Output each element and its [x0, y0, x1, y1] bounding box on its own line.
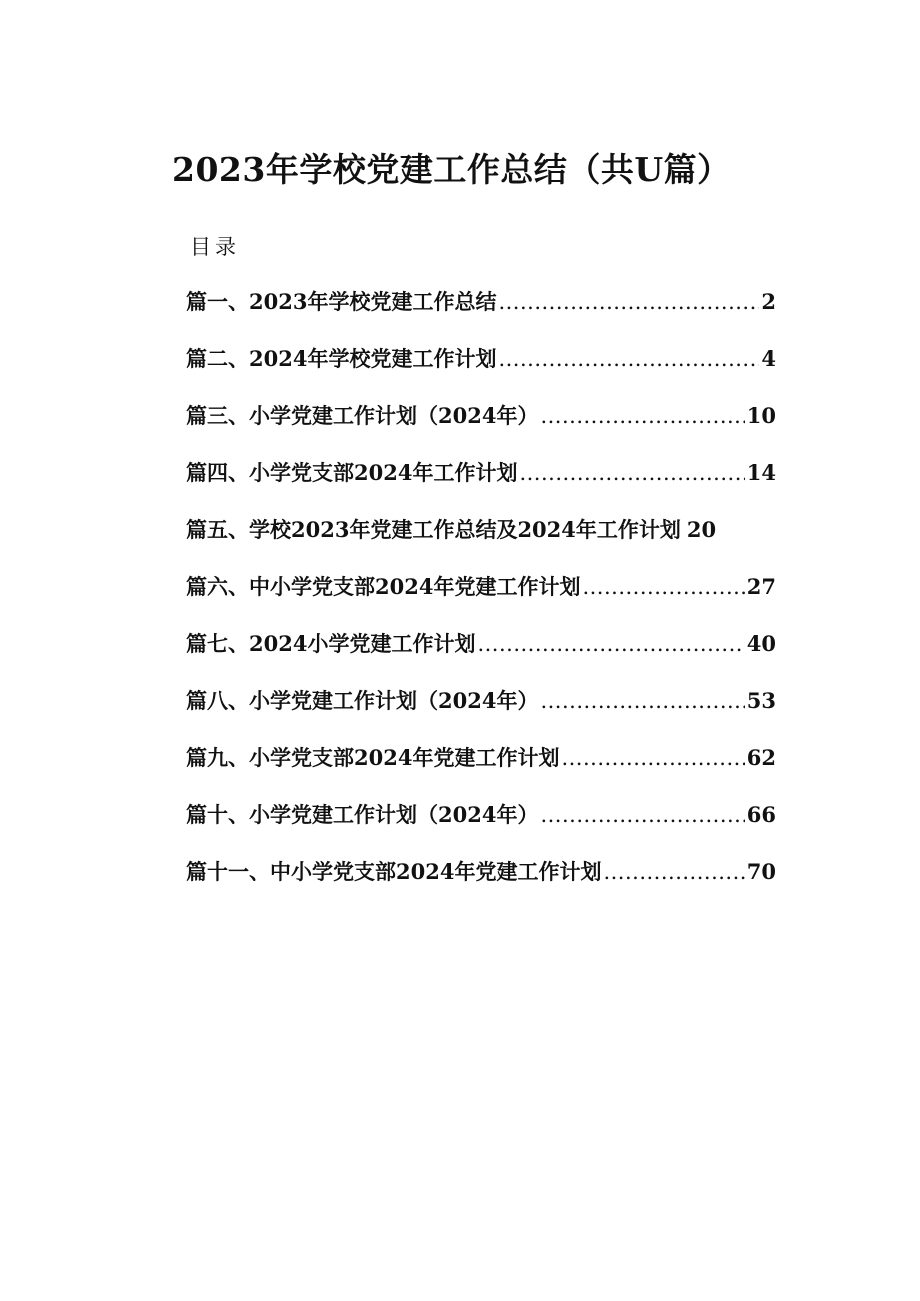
toc-dot-leader — [603, 853, 744, 891]
toc-dot-leader — [519, 454, 744, 492]
toc-entry[interactable] — [186, 511, 776, 568]
toc-entry[interactable] — [186, 853, 776, 910]
toc-page-number: 40 — [746, 631, 776, 656]
toc-page-number: 70 — [746, 859, 776, 884]
toc-entry-title: 篇十一、中小学党支部2024年党建工作计划 — [186, 859, 602, 884]
toc-entry-title: 篇四、小学党支部2024年工作计划 — [186, 460, 518, 485]
toc-entry-title: 篇十、小学党建工作计划（2024年） — [186, 802, 539, 827]
toc-entry-title: 篇六、中小学党支部2024年党建工作计划 — [186, 574, 581, 599]
toc-entry[interactable] — [186, 739, 776, 796]
toc-entry-title: 篇二、2024年学校党建工作计划 — [186, 346, 497, 371]
toc-dot-leader — [477, 625, 744, 663]
toc-entry[interactable] — [186, 568, 776, 625]
toc-entry-title: 篇一、2023年学校党建工作总结 — [186, 289, 497, 314]
toc-entry[interactable] — [186, 796, 776, 853]
toc-page-number: 53 — [746, 688, 776, 713]
toc-page-number: 66 — [746, 802, 776, 827]
page-title: 2023年学校党建工作总结（共U篇） — [172, 150, 731, 189]
toc-page-number: 10 — [746, 403, 776, 428]
table-of-contents — [186, 283, 776, 910]
toc-page-number: 4 — [761, 346, 776, 371]
toc-entry-title: 篇八、小学党建工作计划（2024年） — [186, 688, 539, 713]
toc-dot-leader — [540, 682, 744, 720]
toc-page-number: 62 — [746, 745, 776, 770]
toc-entry[interactable] — [186, 340, 776, 397]
toc-dot-leader — [561, 739, 744, 777]
toc-entry[interactable] — [186, 682, 776, 739]
toc-dot-leader — [498, 283, 759, 321]
toc-entry[interactable] — [186, 625, 776, 682]
toc-entry-title: 篇七、2024小学党建工作计划 — [186, 631, 476, 656]
toc-entry[interactable] — [186, 397, 776, 454]
toc-page-number: 2 — [761, 289, 776, 314]
toc-entry-title: 篇五、学校2023年党建工作总结及2024年工作计划 — [186, 517, 681, 542]
toc-entry-title: 篇九、小学党支部2024年党建工作计划 — [186, 745, 560, 770]
toc-heading: 目录 — [190, 235, 240, 259]
toc-page-number: 20 — [686, 517, 717, 542]
toc-dot-leader — [498, 340, 759, 378]
toc-dot-leader — [540, 796, 744, 834]
toc-page-number: 14 — [746, 460, 776, 485]
toc-dot-leader — [540, 397, 744, 435]
toc-dot-leader — [582, 568, 744, 606]
toc-entry[interactable] — [186, 283, 776, 340]
toc-page-number: 27 — [746, 574, 776, 599]
toc-entry-title: 篇三、小学党建工作计划（2024年） — [186, 403, 539, 428]
toc-entry[interactable] — [186, 454, 776, 511]
